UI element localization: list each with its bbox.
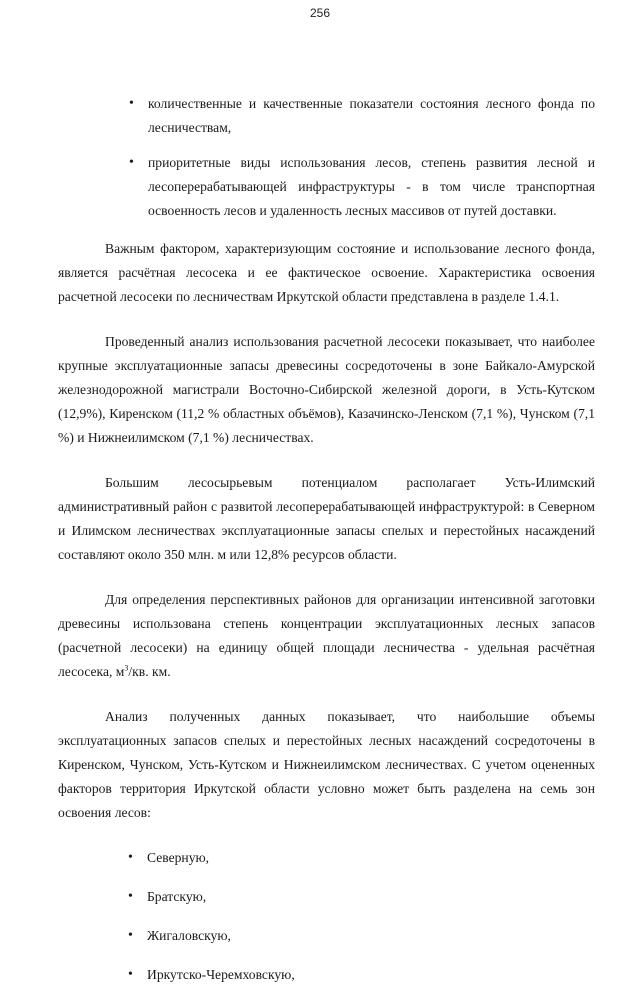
- list-item-text: Иркутско-Черемховскую,: [147, 967, 295, 982]
- superscript: 3: [124, 663, 129, 673]
- bullet-icon: •: [129, 96, 134, 111]
- list-item: [58, 885, 595, 909]
- intro-bullet-list: [58, 92, 595, 223]
- page-number: 256: [309, 6, 331, 20]
- list-item: [58, 92, 595, 140]
- list-item: [58, 963, 595, 987]
- bullet-icon: •: [128, 850, 133, 865]
- list-item: [58, 924, 595, 948]
- bullet-icon: •: [129, 155, 134, 170]
- list-item: [58, 846, 595, 870]
- paragraph: Анализ полученных данных показывает, что наибольшие объемы эксплуатационных запасов спелых и перестойных лесных насаждений сосредоточены в Киренском, Чунском, Усть-Кутском и Нижнеилимском лесничествах. С учетом оцененных факторов территория Иркутской области условно может быть разделена на семь зон освоения лесов:: [58, 709, 595, 820]
- paragraph: Большим лесосырьевым потенциалом располагает Усть-Илимский административный район с развитой лесоперерабатывающей инфраструктурой: в Северном и Илимском лесничествах эксплуатационные запасы спелых и перестойных насаждений составляют около 350 млн. м или 12,8% ресурсов области.: [58, 475, 595, 562]
- bullet-icon: •: [128, 967, 133, 982]
- paragraph-suffix: /кв. км.: [128, 664, 171, 679]
- list-item-text: количественные и качественные показатели состояния лесного фонда по лесничествам,: [148, 96, 595, 135]
- list-item-text: Жигаловскую,: [147, 928, 231, 943]
- paragraph: [58, 588, 595, 684]
- bullet-icon: •: [128, 928, 133, 943]
- paragraph: Важным фактором, характеризующим состояние и использование лесного фонда, является расчётная лесосека и ее фактическое освоение. Характеристика освоения расчетной лесосеки по лесничествам Иркутской области представлена в разделе 1.4.1.: [58, 241, 595, 304]
- list-item-text: приоритетные виды использования лесов, степень развития лесной и лесоперерабатывающей инфраструктуры - в том числе транспортная освоенность лесов и удаленность лесных массивов от путей доставки.: [148, 155, 595, 218]
- paragraph: Проведенный анализ использования расчетной лесосеки показывает, что наиболее крупные эксплуатационные запасы древесины сосредоточены в зоне Байкало-Амурской железнодорожной магистрали Восточно-Сибирской железной дороги, в Усть-Кутском (12,9%), Киренском (11,2 % областных объёмов), Казачинско-Ленском (7,1 %), Чунском (7,1 %) и Нижнеилимском (7,1 %) лесничествах.: [58, 334, 595, 445]
- zone-bullet-list: [58, 846, 595, 987]
- list-item-text: Северную,: [147, 850, 210, 865]
- document-body: [58, 92, 595, 1002]
- paragraph-text: Для определения перспективных районов для организации интенсивной заготовки древесины использована степень концентрации эксплуатационных лесных запасов (расчетной лесосеки) на единицу общей площади лесничества - удельная расчётная лесосека, м: [58, 592, 595, 679]
- list-item-text: Братскую,: [147, 889, 207, 904]
- list-item: [58, 151, 595, 223]
- bullet-icon: •: [128, 889, 133, 904]
